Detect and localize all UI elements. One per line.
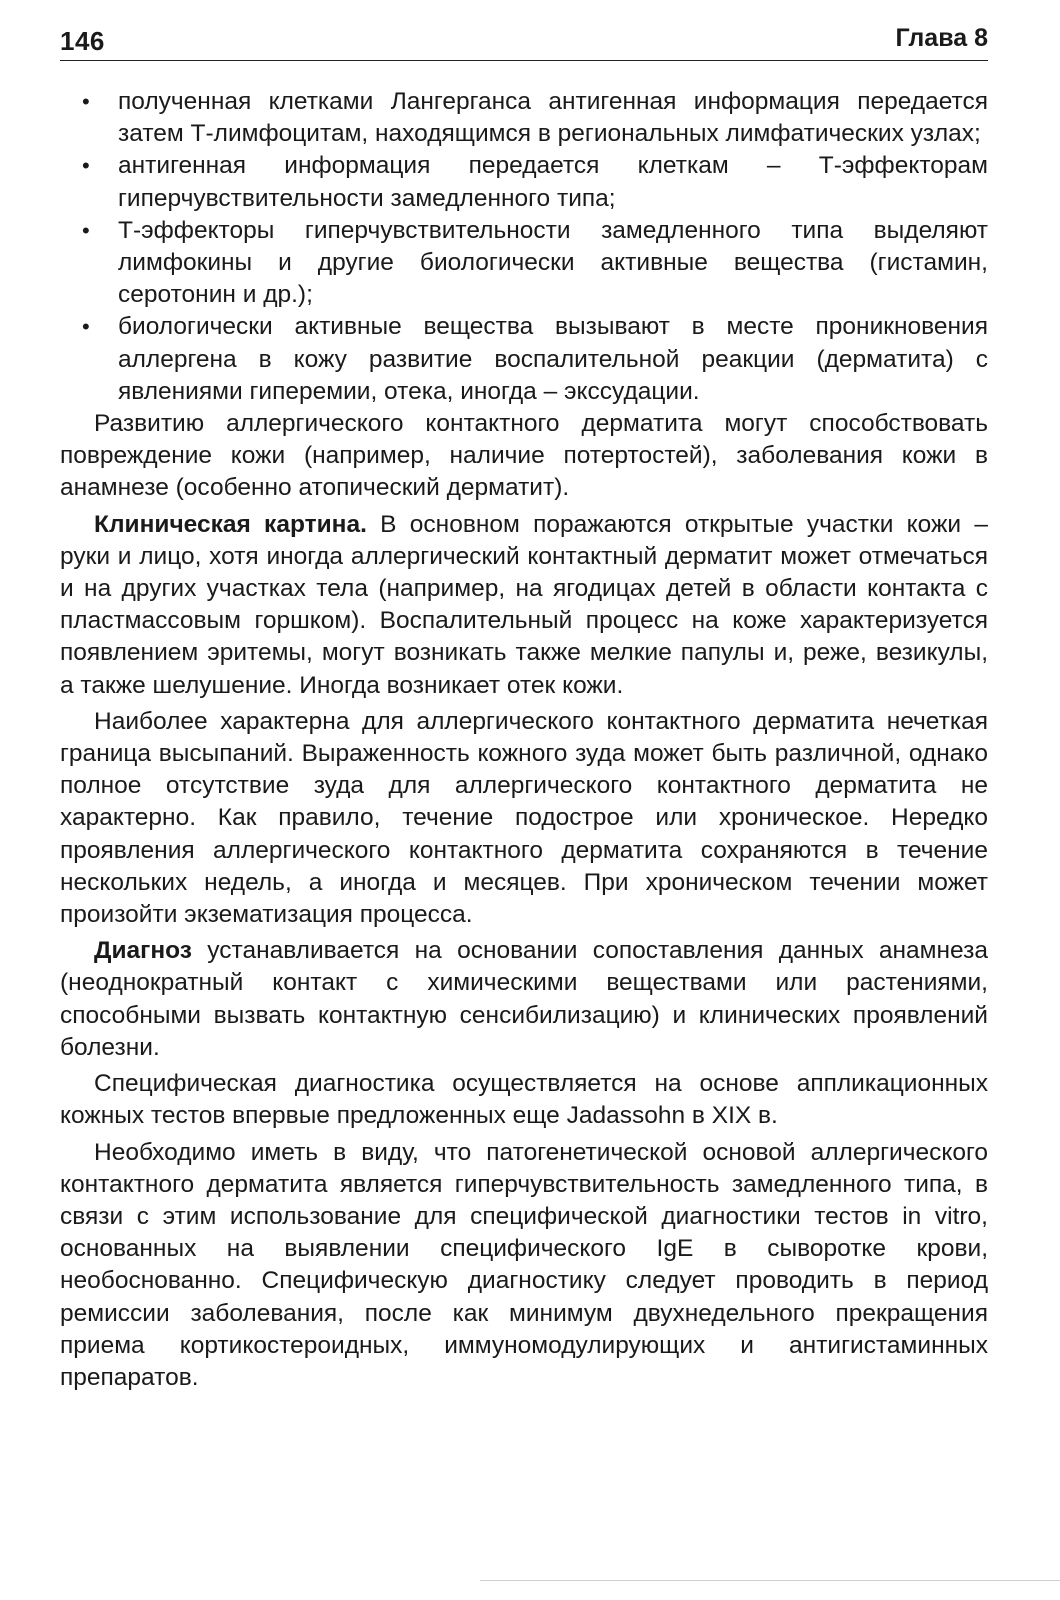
section-lead-clinical-picture: Клиническая картина. <box>94 510 367 538</box>
bullet-item <box>60 150 988 214</box>
page-header <box>60 22 988 60</box>
header-divider <box>60 60 988 61</box>
bullet-icon: • <box>82 89 90 114</box>
chapter-title: Глава 8 <box>895 24 988 52</box>
page-body <box>60 86 988 1394</box>
paragraph: Специфическая диагностика осуществляется на основе аппликационных кожных тестов впервые предложенных еще Jadassohn в XIX в. <box>60 1070 988 1130</box>
paragraph-text: В основном поражаются открытые участки кожи – руки и лицо, хотя иногда аллергический контактный дерматит может отмечаться и на других участках тела (например, на ягодицах детей в области контакта с пластмассовым горшком). Воспалительный процесс на коже характеризуется появлением эритемы, могут возникать также мелкие папулы и, реже, везикулы, а также шелушение. Иногда возникает отек кожи. <box>60 510 989 699</box>
bullet-item <box>60 86 988 150</box>
scan-edge-line <box>480 1580 1060 1581</box>
bullet-item <box>60 215 988 312</box>
book-page <box>60 0 988 1600</box>
paragraph: Наиболее характерна для аллергического контактного дерматита нечеткая граница высыпаний. Выраженность кожного зуда может быть различной, однако полное отсутствие зуда для аллергического контактного дерматита не характерно. Как правило, течение подострое или хроническое. Нередко проявления аллергического контактного дерматита сохраняются в течение нескольких недель, а иногда и месяцев. При хроническом течении может произойти экзематизация процесса. <box>60 707 988 929</box>
bullet-icon: • <box>82 153 90 179</box>
paragraph: Необходимо иметь в виду, что патогенетической основой аллергического контактного дерматита является гиперчувствительность замедленного типа, в связи с этим использование для специфической диагностики тестов in vitro, основанных на выявлении специфического IgE в сыворотке крови, необоснованно. Специфическую диагностику следует проводить в период ремиссии заболевания, после как минимум двухнедельного прекращения приема кортикостероидных, иммуномодулирующих и антигистаминных препаратов. <box>60 1138 988 1391</box>
bullet-text: антигенная информация передается клеткам – Т-эффекторам гиперчувствительности замедленного типа; <box>118 152 988 212</box>
bullet-icon: • <box>82 217 90 243</box>
paragraph: Развитию аллергического контактного дерматита могут способствовать повреждение кожи (например, наличие потертостей), заболевания кожи в анамнезе (особенно атопический дерматит). <box>60 410 988 502</box>
bullet-item <box>60 311 988 408</box>
paragraph-diagnosis <box>60 935 988 1064</box>
bullet-text: полученная клетками Лангерганса антигенная информация передается затем Т-лимфоцитам, находящимся в региональных лимфатических узлах; <box>118 88 988 148</box>
bullet-icon: • <box>82 314 90 340</box>
bullet-list <box>60 86 988 408</box>
paragraph-text: устанавливается на основании сопоставления данных анамнеза (неоднократный контакт с химическими веществами или растениями, способными вызвать контактную сенсибилизацию) и клинических проявлений болезни. <box>60 937 988 1061</box>
section-lead-diagnosis: Диагноз <box>94 937 192 965</box>
bullet-text: биологически активные вещества вызывают в месте проникновения аллергена в кожу развитие воспалительной реакции (дерматита) с явлениями гиперемии, отека, иногда – экссудации. <box>118 313 988 405</box>
page-number: 146 <box>60 26 105 56</box>
paragraph-clinical-picture <box>60 509 988 702</box>
bullet-text: Т-эффекторы гиперчувствительности замедленного типа выделяют лимфокины и другие биологически активные вещества (гистамин, серотонин и др.); <box>118 216 988 309</box>
